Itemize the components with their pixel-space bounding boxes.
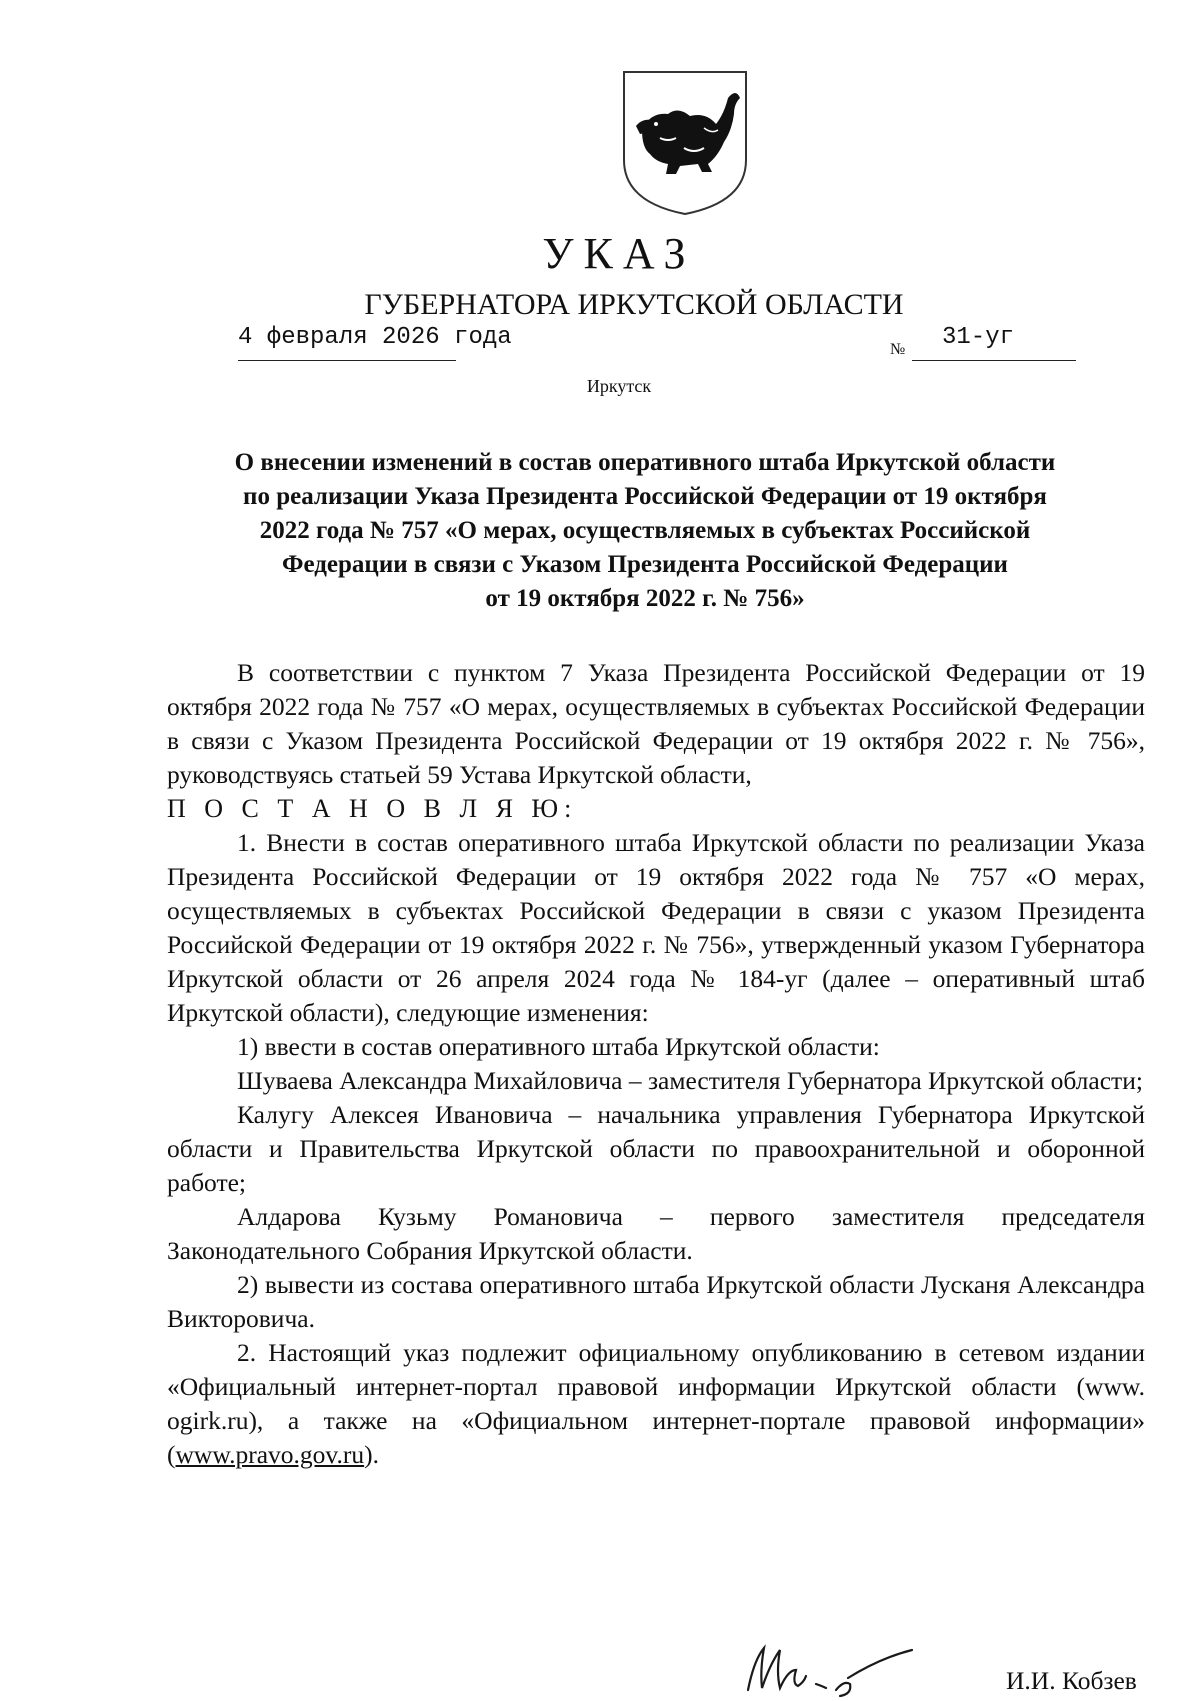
decree-word: П О С Т А Н О В Л Я Ю: xyxy=(167,794,578,823)
item-2-end: ). xyxy=(364,1440,379,1469)
number-underline xyxy=(912,360,1076,361)
item-1-1-paragraph: 1) ввести в состав оперативного штаба Иркутской области: xyxy=(237,1032,880,1061)
document-date: 4 февраля 2026 года xyxy=(238,324,512,351)
signer-name: И.И. Кобзев xyxy=(1006,1666,1137,1695)
item-2-paragraph xyxy=(167,1336,1145,1472)
number-sign: № xyxy=(890,341,906,358)
person-2-paragraph: Калугу Алексея Ивановича – начальника управления Губернатора Иркутской области и Правительства Иркутской области по правоохранительной и оборонной работе; xyxy=(167,1100,1145,1197)
document-number: 31-уг xyxy=(942,324,1015,351)
coat-of-arms-icon xyxy=(620,68,750,218)
date-underline xyxy=(238,360,456,361)
heading-line: О внесении изменений в состав оперативного штаба Иркутской области xyxy=(234,449,1056,476)
heading-line: от 19 октября 2022 г. № 756» xyxy=(485,585,805,612)
item-1-2-paragraph: 2) вывести из состава оперативного штаба Иркутской области Лусканя Александра Викторовича. xyxy=(167,1270,1145,1333)
heading-line: Федерации в связи с Указом Президента Российской Федерации xyxy=(282,551,1008,578)
preamble-paragraph: В соответствии с пунктом 7 Указа Президента Российской Федерации от 19 октября 2022 года № 757 «О мерах, осуществляемых в субъектах Российской Федерации в связи с Указом Президента Российской Федерации от 19 октября 2022 г. № 756», руководствуясь статьей 59 Устава Иркутской области, xyxy=(167,658,1145,789)
document-heading xyxy=(190,446,1100,616)
item-2-text: 2. Настоящий указ подлежит официальному опубликованию в сетевом издании «Официальный интернет-портал правовой информации Иркутской области (www. ogirk.ru), а также на «Официальном интернет-портале правовой информации» ( xyxy=(167,1338,1145,1469)
heading-line: 2022 года № 757 «О мерах, осуществляемых в субъектах Российской xyxy=(259,517,1031,544)
signature-icon xyxy=(740,1640,920,1700)
person-3-paragraph: Алдарова Кузьму Романовича – первого заместителя председателя Законодательного Собрания Иркутской области. xyxy=(167,1202,1145,1265)
document-body xyxy=(167,656,1145,1472)
person-1-paragraph: Шуваева Александра Михайловича – заместителя Губернатора Иркутской области; xyxy=(237,1066,1143,1095)
document-title: УКАЗ xyxy=(542,229,696,278)
issuer-subtitle: ГУБЕРНАТОРА ИРКУТСКОЙ ОБЛАСТИ xyxy=(364,288,904,321)
heading-line: по реализации Указа Президента Российской Федерации от 19 октября xyxy=(243,483,1047,510)
item-1-paragraph: 1. Внести в состав оперативного штаба Иркутской области по реализации Указа Президента Российской Федерации от 19 октября 2022 года № 757 «О мерах, осуществляемых в субъектах Российской Федерации в связи с указом Президента Российской Федерации от 19 октября 2022 г. № 756», утвержденный указом Губернатора Иркутской области от 26 апреля 2024 года № 184-уг (далее – оперативный штаб Иркутской области), следующие изменения: xyxy=(167,828,1145,1027)
document-city: Иркутск xyxy=(586,376,652,396)
pravo-link[interactable]: www.pravo.gov.ru xyxy=(175,1440,365,1469)
